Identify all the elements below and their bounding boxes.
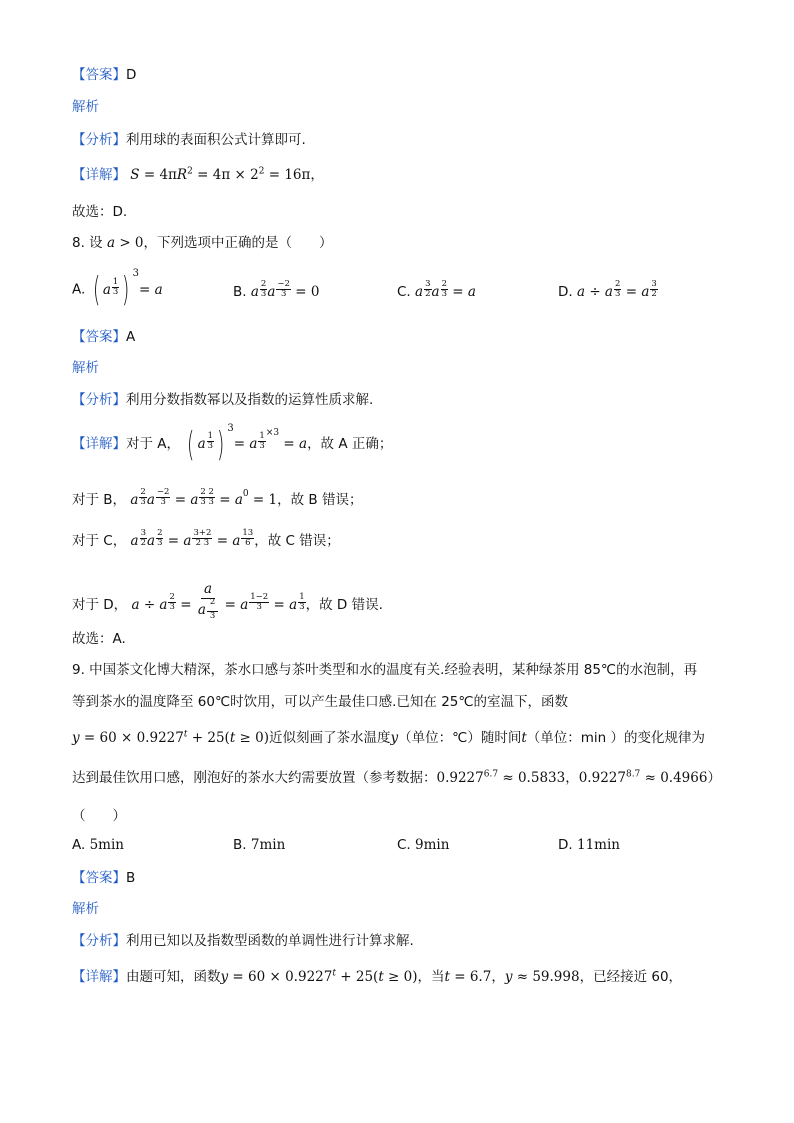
q9-line-3-mid: 近似刻画了茶水温度 — [269, 730, 391, 746]
q9-detail-end: ，已经接近 60， — [579, 969, 683, 985]
q9-option-d-label: D. — [558, 837, 573, 853]
analyze-tag: 【分析】 — [72, 392, 126, 408]
q8-detail-b-suffix: ，故 B 错误； — [277, 492, 363, 508]
q9-line-3-unit2: （单位：min ）的变化规律为 — [526, 730, 706, 746]
q9-option-c-label: C. — [397, 837, 411, 853]
q8-option-c-label: C. — [397, 284, 411, 300]
q8-conclusion: 故选：A. — [72, 631, 126, 647]
q9-ref-2: $0.9227^{8.7} \approx 0.4966$ — [578, 769, 708, 786]
q9-option-b-label: B. — [233, 837, 247, 853]
q7-conclusion: 故选：D. — [72, 204, 128, 220]
detail-tag: 【详解】 — [72, 969, 126, 985]
q9-line-4-end: ） — [707, 770, 721, 786]
q9-ref-1: $0.9227^{6.7} \approx 0.5833$ — [436, 769, 566, 786]
q8-analysis-heading — [72, 358, 99, 378]
q7-analyze-line — [72, 130, 306, 150]
answer-tag: 【答案】 — [72, 329, 126, 345]
q9-line-3-unit1: （单位：℃）随时间 — [398, 730, 522, 746]
q9-detail-function: $y = 60 \times 0.9227^t + 25(t \ge 0)$ — [220, 968, 418, 985]
q8-option-d — [558, 279, 658, 309]
q8-option-a-expr: ( a $\frac{1}{3}$ ) $^3$= a — [92, 268, 163, 310]
q9-detail-mid2: ， — [491, 969, 505, 985]
q8-analyze-text: 利用分数指数幂以及指数的运算性质求解. — [126, 392, 374, 408]
analyze-tag: 【分析】 — [72, 933, 126, 949]
analysis-tag: 解析 — [72, 99, 99, 115]
q9-answer-line — [72, 868, 135, 888]
q9-option-a — [72, 837, 124, 853]
q8-option-d-label: D. — [558, 284, 573, 300]
q8-analyze-line — [72, 390, 373, 410]
q9-option-a-label: A. — [72, 837, 86, 853]
q7-answer-line — [72, 65, 136, 85]
q8-stem-text: 8. 设 — [72, 235, 103, 251]
q8-detail-d — [72, 580, 383, 631]
q8-option-d-expr: a ÷ a $\frac{2}{3}$ = a $\frac{3}{2}$ — [576, 279, 657, 300]
q9-analysis-heading — [72, 899, 99, 919]
q8-detail-b-expr: a $\frac{2}{3}$ a $\frac{-2}{3}$ = a $\frac{2 2}{3 3}$ = $a^0 = 1$ — [130, 487, 278, 508]
q8-detail-a-expr: ( a $\frac{1}{3}$ ) $^3$= a $\frac{1}{3}$ $^{\times 3}$ = a — [187, 422, 308, 465]
q7-detail-line: 【详解】 $S = 4\pi R^2 = 4\pi \times 2^2 = 16\pi$， — [72, 166, 324, 183]
q8-option-c — [397, 279, 476, 309]
q7-analyze-text: 利用球的表面积公式计算即可. — [126, 132, 306, 148]
q9-detail-y: y ≈ 59.998 — [504, 969, 580, 985]
q7-analysis-heading — [72, 97, 99, 117]
q9-detail-prefix: 由题可知，函数 — [126, 969, 221, 985]
q8-answer: A — [126, 329, 136, 345]
q9-line-3 — [72, 728, 705, 748]
q8-detail-d-expr: a ÷ a $\frac{2}{3}$ = a a $\frac{2}{3}$ = a $\frac{1-2}{3}$ = a $\frac{1}{3}$ — [131, 581, 305, 621]
q9-line-4-text: 达到最佳饮用口感，刚泡好的茶水大约需要放置（参考数据： — [72, 770, 437, 786]
q9-function: $y = 60 \times 0.9227^t + 25(t \ge 0)$ — [72, 729, 270, 746]
q9-line-4-sep: ， — [565, 770, 579, 786]
q9-option-d — [558, 837, 620, 853]
q9-analyze-text: 利用已知以及指数型函数的单调性进行计算求解. — [126, 933, 414, 949]
q8-detail-d-suffix: ，故 D 错误. — [305, 597, 383, 613]
q8-option-c-expr: a $\frac{3}{2}$ a $\frac{2}{3}$ = a — [415, 279, 476, 300]
q8-detail-b-prefix: 对于 B， — [72, 492, 127, 508]
analyze-tag: 【分析】 — [72, 132, 126, 148]
q9-line-1: 9. 中国茶文化博大精深，茶水口感与茶叶类型和水的温度有关.经验表明，某种绿茶用 85℃的水泡制，再 — [72, 662, 698, 678]
q8-detail-c-expr: a $\frac{3}{2}$ a $\frac{2}{3}$ = a $\frac{3+2}{2 3}$ = a $\frac{13}{6}$ — [130, 528, 254, 549]
q8-detail-d-prefix: 对于 D， — [72, 597, 128, 613]
q9-option-c-value: 9min — [415, 837, 450, 853]
answer-tag: 【答案】 — [72, 870, 126, 886]
q9-option-b — [233, 837, 285, 853]
q8-detail-c — [72, 528, 340, 558]
q8-detail-c-prefix: 对于 C， — [72, 533, 127, 549]
q8-option-a-label: A. — [72, 281, 86, 298]
q8-stem — [72, 233, 333, 253]
q9-option-c — [397, 837, 449, 853]
detail-tag: 【详解】 — [72, 436, 126, 452]
q8-detail-b — [72, 487, 363, 517]
q8-option-b-label: B. — [233, 284, 247, 300]
q7-answer: D — [126, 67, 137, 83]
q8-detail-a-prefix: 对于 A， — [126, 436, 181, 452]
detail-tag: 【详解】 — [72, 167, 126, 183]
q8-detail-a — [72, 422, 393, 465]
q9-var-t: t — [521, 730, 527, 746]
q9-line-2: 等到茶水的温度降至 60℃时饮用，可以产生最佳口感.已知在 25℃的室温下，函数 — [72, 694, 569, 710]
q9-line-5: （ ） — [72, 808, 126, 824]
q9-detail-line — [72, 967, 682, 987]
q8-condition: a > 0 — [106, 235, 144, 251]
q8-option-b — [233, 279, 320, 309]
q9-option-d-value: 11min — [576, 837, 620, 853]
q9-detail-t: t = 6.7 — [444, 969, 492, 985]
q8-detail-a-suffix: ，故 A 正确； — [307, 436, 393, 452]
q9-line-4 — [72, 768, 721, 788]
q8-detail-c-suffix: ，故 C 错误； — [254, 533, 340, 549]
q9-option-a-value: 5min — [89, 837, 124, 853]
q9-analyze-line — [72, 931, 414, 951]
q9-option-b-value: 7min — [250, 837, 286, 853]
q8-option-b-expr: a $\frac{2}{3}$ a $\frac{-2}{3}$ = 0 — [250, 279, 320, 300]
q8-option-a — [72, 270, 163, 310]
q8-answer-line — [72, 327, 135, 347]
q9-answer: B — [126, 870, 136, 886]
analysis-tag: 解析 — [72, 360, 99, 376]
q9-detail-mid: ，当 — [417, 969, 445, 985]
q7-formula: $S = 4\pi R^2 = 4\pi \times 2^2 = 16\pi$ — [130, 166, 311, 183]
q9-var-y: y — [390, 730, 399, 746]
answer-tag: 【答案】 — [72, 67, 126, 83]
analysis-tag: 解析 — [72, 901, 99, 917]
q8-stem-tail: ，下列选项中正确的是（ ） — [143, 235, 333, 251]
